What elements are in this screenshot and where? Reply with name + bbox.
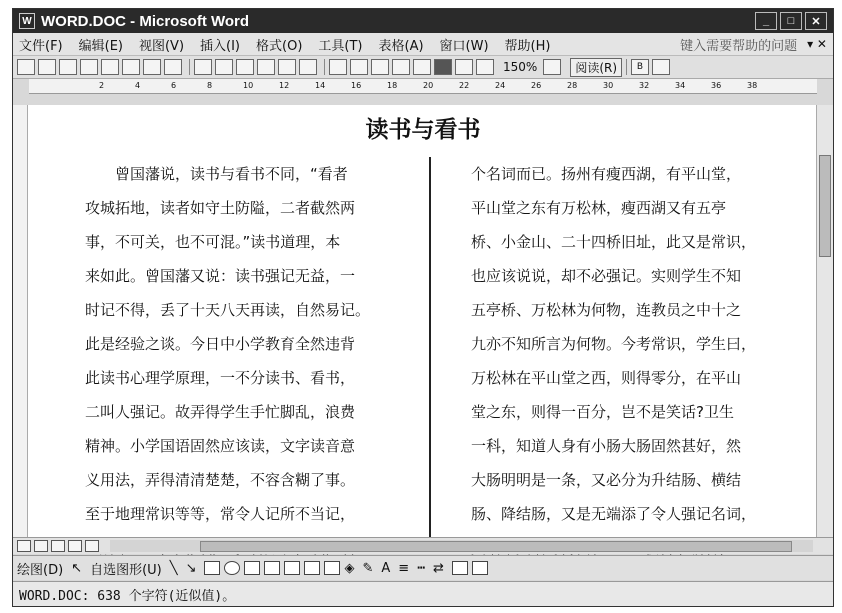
menu-tools[interactable]: 工具(T)	[318, 38, 363, 54]
standard-toolbar	[13, 56, 833, 79]
menu-file[interactable]: 文件(F)	[19, 38, 63, 54]
left-column	[85, 157, 403, 565]
ruler-tick-label: 6	[171, 81, 177, 90]
text-line: 曾国藩说，读书与看书不同，“看者	[115, 165, 348, 183]
ruler-tick-label: 36	[711, 81, 722, 90]
textbox-icon[interactable]	[244, 561, 260, 575]
permission-icon[interactable]	[80, 59, 98, 75]
select-objects-icon[interactable]: ↖	[71, 560, 83, 576]
zoom-select[interactable]: 150%	[503, 60, 538, 74]
menu-insert[interactable]: 插入(I)	[200, 38, 241, 54]
text-line: 大肠明明是一条，又必分为升结肠、横结	[471, 471, 742, 489]
research-icon[interactable]	[164, 59, 182, 75]
ruler-tick-label: 30	[603, 81, 614, 90]
insert-table-icon[interactable]	[371, 59, 389, 75]
rectangle-icon[interactable]	[204, 561, 220, 575]
vertical-ruler[interactable]	[13, 105, 28, 537]
help-search-input[interactable]: 键入需要帮助的问题	[680, 38, 798, 54]
word-window	[12, 8, 834, 607]
document-title: 读书与看书	[365, 116, 481, 143]
text-line: 一科，知道人身有小肠大肠固然甚好，然	[471, 437, 742, 455]
hyperlink-icon[interactable]	[329, 59, 347, 75]
text-line: 也应该说说，却不必强记。实则学生不知	[471, 267, 742, 285]
wordart-icon[interactable]	[264, 561, 280, 575]
redo-icon[interactable]	[299, 59, 317, 75]
ruler-tick-label: 16	[351, 81, 362, 90]
right-column	[471, 157, 789, 565]
bold-icon[interactable]: B	[631, 59, 649, 75]
line-color-icon[interactable]: ✎	[362, 560, 374, 576]
text-line: 义用法，弄得清清楚楚，不容含糊了事。	[85, 471, 356, 489]
ruler-tick-label: 20	[423, 81, 434, 90]
text-line: 此读书心理学原理，一不分读书、看书，	[85, 369, 356, 387]
dash-style-icon[interactable]: ┅	[417, 560, 426, 576]
arrow-style-icon[interactable]: ⇄	[433, 560, 444, 576]
toolbar-separator	[189, 59, 190, 75]
line-style-icon[interactable]: ≡	[398, 560, 410, 576]
minimize-button[interactable]: _	[755, 12, 777, 30]
text-line: 个名词而已。扬州有瘦西湖，有平山堂，	[471, 165, 742, 183]
align-icon[interactable]	[652, 59, 670, 75]
menu-table[interactable]: 表格(A)	[378, 38, 424, 54]
text-line: 平山堂之东有万松林，瘦西湖又有五亭	[471, 199, 727, 217]
ruler-tick-label: 12	[279, 81, 290, 90]
menu-window[interactable]: 窗口(W)	[439, 38, 489, 54]
text-line: 九亦不知所言为何物。今考常识，学生曰，	[471, 335, 757, 353]
title-bar	[13, 9, 833, 33]
close-button[interactable]: ✕	[805, 12, 827, 30]
oval-icon[interactable]	[224, 561, 240, 575]
close-document-icon[interactable]: ▾ ✕	[807, 37, 827, 51]
toolbar-separator	[324, 59, 325, 75]
ruler-tick-label: 14	[315, 81, 326, 90]
ruler-tick-label: 28	[567, 81, 578, 90]
text-line: 精神。小学国语固然应该读，文字读音意	[85, 437, 356, 455]
drawing-toolbar	[13, 555, 833, 580]
open-icon[interactable]	[38, 59, 56, 75]
drawing-icon[interactable]	[434, 59, 452, 75]
tables-borders-icon[interactable]	[350, 59, 368, 75]
ruler-tick-label: 4	[135, 81, 141, 90]
print-preview-icon[interactable]	[122, 59, 140, 75]
web-view-icon[interactable]	[34, 540, 48, 552]
menu-view[interactable]: 视图(V)	[138, 38, 185, 54]
spelling-icon[interactable]	[143, 59, 161, 75]
paste-icon[interactable]	[236, 59, 254, 75]
ruler-tick-label: 32	[639, 81, 650, 90]
status-text: WORD.DOC: 638 个字符(近似值)。	[19, 588, 236, 604]
vertical-scroll-thumb[interactable]	[819, 155, 831, 257]
document-page[interactable]	[43, 105, 803, 537]
word-app-icon[interactable]: W	[19, 13, 35, 29]
window-title: WORD.DOC - Microsoft Word	[41, 12, 250, 30]
fill-color-icon[interactable]: ◈	[344, 560, 355, 576]
text-line: 此是经验之谈。今日中小学教育全然违背	[85, 335, 356, 353]
columns-icon[interactable]	[413, 59, 431, 75]
3d-icon[interactable]	[472, 561, 488, 575]
cut-icon[interactable]	[194, 59, 212, 75]
text-line: 至于地理常识等等，常令人记所不当记，	[85, 505, 356, 523]
text-line: 肠、降结肠，又是无端添了令人强记名词，	[471, 505, 757, 523]
show-hide-icon[interactable]	[476, 59, 494, 75]
text-line: 万松林在平山堂之西，则得零分，在平山	[471, 369, 742, 387]
menu-bar	[13, 33, 833, 56]
help-icon[interactable]	[543, 59, 561, 75]
reading-view-icon[interactable]	[85, 540, 99, 552]
font-color-icon[interactable]: A	[381, 560, 391, 576]
undo-icon[interactable]	[278, 59, 296, 75]
ruler-tick-label: 2	[99, 81, 105, 90]
draw-menu-button[interactable]: 绘图(D)	[17, 562, 64, 578]
text-line: 攻城拓地，读者如守土防隘，二者截然两	[85, 199, 356, 217]
ruler-tick-label: 22	[459, 81, 470, 90]
diagram-icon[interactable]	[284, 561, 300, 575]
text-line: 来如此。曾国藩又说：读书强记无益，一	[85, 267, 356, 285]
autoshape-menu-button[interactable]: 自选图形(U)	[90, 562, 162, 578]
save-icon[interactable]	[59, 59, 77, 75]
horizontal-ruler[interactable]	[29, 79, 817, 94]
ruler-tick-label: 24	[495, 81, 506, 90]
normal-view-icon[interactable]	[17, 540, 31, 552]
print-icon[interactable]	[101, 59, 119, 75]
text-line: 时记不得，丢了十天八天再读，自然易记。	[85, 301, 371, 319]
maximize-button[interactable]: □	[780, 12, 802, 30]
arrow-icon[interactable]: ↘	[185, 560, 197, 576]
ruler-tick-label: 10	[243, 81, 254, 90]
text-line: 桥、小金山、二十四桥旧址，此又是常识，	[471, 233, 757, 251]
text-line: 事，不可关，也不可混。”读书道理，本	[85, 233, 341, 251]
insert-excel-icon[interactable]	[392, 59, 410, 75]
read-button[interactable]: 阅读(R)	[570, 58, 622, 77]
ruler-tick-label: 26	[531, 81, 542, 90]
text-line: 堂之东，则得一百分，岂不是笑话?卫生	[471, 403, 734, 421]
clipart-icon[interactable]	[304, 561, 320, 575]
line-icon[interactable]: ╲	[169, 560, 178, 576]
horizontal-scrollbar[interactable]	[110, 540, 813, 552]
text-line: 二叫人强记。故弄得学生手忙脚乱，浪费	[85, 403, 356, 421]
menu-help[interactable]: 帮助(H)	[504, 38, 551, 54]
new-document-icon[interactable]	[17, 59, 35, 75]
horizontal-scroll-thumb[interactable]	[200, 541, 792, 552]
format-painter-icon[interactable]	[257, 59, 275, 75]
toolbar-separator	[626, 59, 627, 75]
ruler-tick-label: 8	[207, 81, 213, 90]
picture-icon[interactable]	[324, 561, 340, 575]
status-bar	[13, 581, 833, 606]
document-area	[13, 105, 833, 537]
document-map-icon[interactable]	[455, 59, 473, 75]
ruler-tick-label: 34	[675, 81, 686, 90]
text-line: 五亭桥、万松林为何物，连教员之中十之	[471, 301, 742, 319]
print-layout-icon[interactable]	[51, 540, 65, 552]
menu-format[interactable]: 格式(O)	[256, 38, 303, 54]
view-scroll-row	[13, 537, 833, 554]
vertical-scrollbar[interactable]	[816, 105, 833, 537]
copy-icon[interactable]	[215, 59, 233, 75]
shadow-icon[interactable]	[452, 561, 468, 575]
column-divider	[429, 157, 431, 537]
ruler-tick-label: 18	[387, 81, 398, 90]
menu-edit[interactable]: 编辑(E)	[78, 38, 123, 54]
ruler-tick-label: 38	[747, 81, 758, 90]
outline-view-icon[interactable]	[68, 540, 82, 552]
